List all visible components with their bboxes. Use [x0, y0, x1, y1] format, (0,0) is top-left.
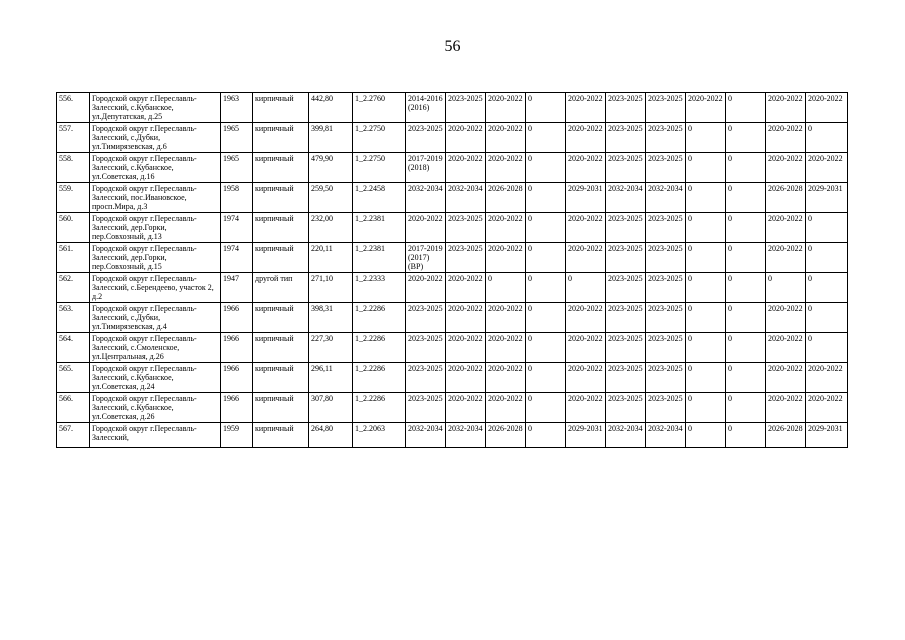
- term-col-14: 0: [686, 333, 726, 363]
- area: 220,11: [309, 243, 353, 273]
- table-row: [57, 93, 848, 123]
- term-col-15: 0: [726, 213, 766, 243]
- table-row: [57, 213, 848, 243]
- address: Городской округ г.Переславль-Залесский, с.Кубанское, ул.Советская, д.26: [90, 393, 221, 423]
- term-col-9: 2020-2022: [486, 93, 526, 123]
- address: Городской округ г.Переславль-Залесский, с.Смоленское, ул.Центральная, д.26: [90, 333, 221, 363]
- wall-material: кирпичный: [253, 363, 309, 393]
- term-col-13: 2032-2034: [646, 183, 686, 213]
- term-col-8: 2032-2034: [446, 183, 486, 213]
- wall-material: кирпичный: [253, 153, 309, 183]
- term-col-10: 0: [526, 333, 566, 363]
- term-col-15: 0: [726, 273, 766, 303]
- term-col-9: 2020-2022: [486, 213, 526, 243]
- table-row: [57, 123, 848, 153]
- term-col-17: 2020-2022: [806, 93, 848, 123]
- address: Городской округ г.Переславль-Залесский, с.Берендеево, участок 2, д.2: [90, 273, 221, 303]
- term-col-7: 2014-2016 (2016): [406, 93, 446, 123]
- term-col-13: 2023-2025: [646, 213, 686, 243]
- term-col-12: 2023-2025: [606, 273, 646, 303]
- object-code: 1_2.2286: [353, 393, 406, 423]
- wall-material: кирпичный: [253, 183, 309, 213]
- address: Городской округ г.Переславль-Залесский, с.Кубанское, ул.Советская, д.24: [90, 363, 221, 393]
- term-col-11: 2020-2022: [566, 363, 606, 393]
- term-col-16: 2020-2022: [766, 303, 806, 333]
- term-col-7: 2032-2034: [406, 183, 446, 213]
- term-col-11: 2020-2022: [566, 393, 606, 423]
- term-col-8: 2023-2025: [446, 243, 486, 273]
- term-col-17: 0: [806, 273, 848, 303]
- term-col-11: 2020-2022: [566, 93, 606, 123]
- term-col-12: 2023-2025: [606, 243, 646, 273]
- term-col-8: 2020-2022: [446, 363, 486, 393]
- area: 271,10: [309, 273, 353, 303]
- row-number: 564.: [57, 333, 90, 363]
- build-year: 1966: [221, 303, 253, 333]
- term-col-9: 2020-2022: [486, 153, 526, 183]
- term-col-9: 2026-2028: [486, 183, 526, 213]
- term-col-11: 2020-2022: [566, 213, 606, 243]
- term-col-9: 2020-2022: [486, 363, 526, 393]
- term-col-13: 2023-2025: [646, 393, 686, 423]
- build-year: 1974: [221, 243, 253, 273]
- term-col-13: 2023-2025: [646, 333, 686, 363]
- term-col-16: 2020-2022: [766, 333, 806, 363]
- term-col-7: 2017-2019 (2018): [406, 153, 446, 183]
- term-col-14: 0: [686, 363, 726, 393]
- term-col-9: 2020-2022: [486, 393, 526, 423]
- term-col-16: 2020-2022: [766, 393, 806, 423]
- address: Городской округ г.Переславль-Залесский, с.Кубанское, ул.Депутатская, д.25: [90, 93, 221, 123]
- term-col-14: 0: [686, 423, 726, 448]
- term-col-16: 2020-2022: [766, 213, 806, 243]
- term-col-10: 0: [526, 213, 566, 243]
- term-col-15: 0: [726, 363, 766, 393]
- build-year: 1966: [221, 333, 253, 363]
- term-col-7: 2023-2025: [406, 333, 446, 363]
- area: 259,50: [309, 183, 353, 213]
- term-col-8: 2020-2022: [446, 333, 486, 363]
- term-col-17: 0: [806, 333, 848, 363]
- wall-material: кирпичный: [253, 123, 309, 153]
- area: 479,90: [309, 153, 353, 183]
- term-col-10: 0: [526, 153, 566, 183]
- object-code: 1_2.2063: [353, 423, 406, 448]
- object-code: 1_2.2760: [353, 93, 406, 123]
- term-col-10: 0: [526, 183, 566, 213]
- term-col-9: 2026-2028: [486, 423, 526, 448]
- build-year: 1947: [221, 273, 253, 303]
- term-col-7: 2023-2025: [406, 393, 446, 423]
- object-code: 1_2.2286: [353, 303, 406, 333]
- term-col-15: 0: [726, 303, 766, 333]
- wall-material: кирпичный: [253, 303, 309, 333]
- term-col-10: 0: [526, 303, 566, 333]
- term-col-9: 2020-2022: [486, 303, 526, 333]
- row-number: 560.: [57, 213, 90, 243]
- build-year: 1966: [221, 393, 253, 423]
- address: Городской округ г.Переславль-Залесский, пос.Ивановское, просп.Мира, д.3: [90, 183, 221, 213]
- term-col-7: 2017-2019 (2017) (ВР): [406, 243, 446, 273]
- object-code: 1_2.2458: [353, 183, 406, 213]
- term-col-9: 0: [486, 273, 526, 303]
- address: Городской округ г.Переславль-Залесский, дер.Горки, пер.Совхозный, д.13: [90, 213, 221, 243]
- build-year: 1966: [221, 363, 253, 393]
- term-col-16: 2020-2022: [766, 93, 806, 123]
- term-col-10: 0: [526, 423, 566, 448]
- area: 227,30: [309, 333, 353, 363]
- build-year: 1963: [221, 93, 253, 123]
- term-col-16: 0: [766, 273, 806, 303]
- term-col-17: 0: [806, 123, 848, 153]
- row-number: 557.: [57, 123, 90, 153]
- term-col-17: 0: [806, 303, 848, 333]
- term-col-12: 2023-2025: [606, 153, 646, 183]
- term-col-8: 2023-2025: [446, 93, 486, 123]
- term-col-16: 2026-2028: [766, 423, 806, 448]
- term-col-12: 2023-2025: [606, 333, 646, 363]
- row-number: 561.: [57, 243, 90, 273]
- term-col-11: 2020-2022: [566, 333, 606, 363]
- address: Городской округ г.Переславль-Залесский, дер.Горки, пер.Совхозный, д.15: [90, 243, 221, 273]
- term-col-14: 0: [686, 393, 726, 423]
- term-col-14: 2020-2022: [686, 93, 726, 123]
- term-col-17: 0: [806, 243, 848, 273]
- term-col-13: 2023-2025: [646, 363, 686, 393]
- term-col-14: 0: [686, 183, 726, 213]
- term-col-12: 2023-2025: [606, 303, 646, 333]
- term-col-11: 2029-2031: [566, 183, 606, 213]
- area: 264,80: [309, 423, 353, 448]
- wall-material: кирпичный: [253, 213, 309, 243]
- term-col-12: 2023-2025: [606, 363, 646, 393]
- term-col-17: 0: [806, 213, 848, 243]
- term-col-11: 2029-2031: [566, 423, 606, 448]
- table-row: [57, 153, 848, 183]
- term-col-11: 2020-2022: [566, 123, 606, 153]
- object-code: 1_2.2381: [353, 213, 406, 243]
- term-col-12: 2023-2025: [606, 93, 646, 123]
- term-col-13: 2023-2025: [646, 243, 686, 273]
- term-col-8: 2020-2022: [446, 393, 486, 423]
- table-row: [57, 333, 848, 363]
- object-code: 1_2.2286: [353, 333, 406, 363]
- object-code: 1_2.2750: [353, 123, 406, 153]
- term-col-9: 2020-2022: [486, 243, 526, 273]
- term-col-12: 2032-2034: [606, 423, 646, 448]
- table-row: [57, 393, 848, 423]
- term-col-12: 2023-2025: [606, 213, 646, 243]
- term-col-16: 2020-2022: [766, 153, 806, 183]
- term-col-11: 0: [566, 273, 606, 303]
- address: Городской округ г.Переславль-Залесский, с.Дубки, ул.Тимирязевская, д.6: [90, 123, 221, 153]
- row-number: 565.: [57, 363, 90, 393]
- object-code: 1_2.2750: [353, 153, 406, 183]
- term-col-10: 0: [526, 123, 566, 153]
- area: 232,00: [309, 213, 353, 243]
- page-number: 56: [444, 38, 461, 55]
- wall-material: кирпичный: [253, 243, 309, 273]
- table-row: [57, 273, 848, 303]
- wall-material: кирпичный: [253, 423, 309, 448]
- term-col-14: 0: [686, 153, 726, 183]
- term-col-12: 2023-2025: [606, 123, 646, 153]
- area: 398,31: [309, 303, 353, 333]
- build-year: 1965: [221, 123, 253, 153]
- row-number: 556.: [57, 93, 90, 123]
- term-col-15: 0: [726, 423, 766, 448]
- term-col-17: 2020-2022: [806, 363, 848, 393]
- term-col-14: 0: [686, 303, 726, 333]
- wall-material: кирпичный: [253, 93, 309, 123]
- term-col-10: 0: [526, 243, 566, 273]
- term-col-16: 2020-2022: [766, 243, 806, 273]
- table-row: [57, 183, 848, 213]
- table-row: [57, 423, 848, 448]
- term-col-7: 2023-2025: [406, 363, 446, 393]
- row-number: 567.: [57, 423, 90, 448]
- wall-material: кирпичный: [253, 393, 309, 423]
- build-year: 1958: [221, 183, 253, 213]
- term-col-16: 2026-2028: [766, 183, 806, 213]
- area: 442,80: [309, 93, 353, 123]
- term-col-7: 2020-2022: [406, 273, 446, 303]
- wall-material: кирпичный: [253, 333, 309, 363]
- term-col-14: 0: [686, 273, 726, 303]
- term-col-16: 2020-2022: [766, 363, 806, 393]
- term-col-8: 2020-2022: [446, 153, 486, 183]
- term-col-15: 0: [726, 153, 766, 183]
- address: Городской округ г.Переславль-Залесский,: [90, 423, 221, 448]
- term-col-15: 0: [726, 243, 766, 273]
- term-col-11: 2020-2022: [566, 303, 606, 333]
- term-col-10: 0: [526, 393, 566, 423]
- object-code: 1_2.2286: [353, 363, 406, 393]
- term-col-7: 2032-2034: [406, 423, 446, 448]
- term-col-8: 2020-2022: [446, 303, 486, 333]
- term-col-13: 2032-2034: [646, 423, 686, 448]
- term-col-13: 2023-2025: [646, 303, 686, 333]
- wall-material: другой тип: [253, 273, 309, 303]
- term-col-9: 2020-2022: [486, 123, 526, 153]
- term-col-15: 0: [726, 333, 766, 363]
- term-col-13: 2023-2025: [646, 273, 686, 303]
- term-col-11: 2020-2022: [566, 153, 606, 183]
- term-col-11: 2020-2022: [566, 243, 606, 273]
- term-col-10: 0: [526, 363, 566, 393]
- row-number: 563.: [57, 303, 90, 333]
- object-code: 1_2.2381: [353, 243, 406, 273]
- table-row: [57, 303, 848, 333]
- term-col-15: 0: [726, 183, 766, 213]
- term-col-7: 2023-2025: [406, 123, 446, 153]
- term-col-17: 2029-2031: [806, 183, 848, 213]
- area: 399,81: [309, 123, 353, 153]
- term-col-8: 2020-2022: [446, 273, 486, 303]
- term-col-13: 2023-2025: [646, 153, 686, 183]
- term-col-15: 0: [726, 123, 766, 153]
- term-col-14: 0: [686, 123, 726, 153]
- term-col-13: 2023-2025: [646, 123, 686, 153]
- area: 296,11: [309, 363, 353, 393]
- row-number: 566.: [57, 393, 90, 423]
- term-col-17: 2020-2022: [806, 153, 848, 183]
- table-row: [57, 363, 848, 393]
- area: 307,80: [309, 393, 353, 423]
- build-year: 1965: [221, 153, 253, 183]
- term-col-8: 2023-2025: [446, 213, 486, 243]
- term-col-17: 2020-2022: [806, 393, 848, 423]
- term-col-13: 2023-2025: [646, 93, 686, 123]
- term-col-15: 0: [726, 93, 766, 123]
- term-col-8: 2020-2022: [446, 123, 486, 153]
- term-col-16: 2020-2022: [766, 123, 806, 153]
- term-col-15: 0: [726, 393, 766, 423]
- row-number: 558.: [57, 153, 90, 183]
- row-number: 562.: [57, 273, 90, 303]
- term-col-10: 0: [526, 93, 566, 123]
- term-col-8: 2032-2034: [446, 423, 486, 448]
- row-number: 559.: [57, 183, 90, 213]
- build-year: 1974: [221, 213, 253, 243]
- term-col-12: 2032-2034: [606, 183, 646, 213]
- term-col-10: 0: [526, 273, 566, 303]
- term-col-9: 2020-2022: [486, 333, 526, 363]
- term-col-12: 2023-2025: [606, 393, 646, 423]
- housing-register-table: [56, 92, 848, 448]
- table-row: [57, 243, 848, 273]
- address: Городской округ г.Переславль-Залесский, с.Кубанское, ул.Советская, д.16: [90, 153, 221, 183]
- build-year: 1959: [221, 423, 253, 448]
- term-col-7: 2023-2025: [406, 303, 446, 333]
- term-col-17: 2029-2031: [806, 423, 848, 448]
- address: Городской округ г.Переславль-Залесский, с.Дубки, ул.Тимирязевская, д.4: [90, 303, 221, 333]
- term-col-14: 0: [686, 213, 726, 243]
- term-col-14: 0: [686, 243, 726, 273]
- term-col-7: 2020-2022: [406, 213, 446, 243]
- object-code: 1_2.2333: [353, 273, 406, 303]
